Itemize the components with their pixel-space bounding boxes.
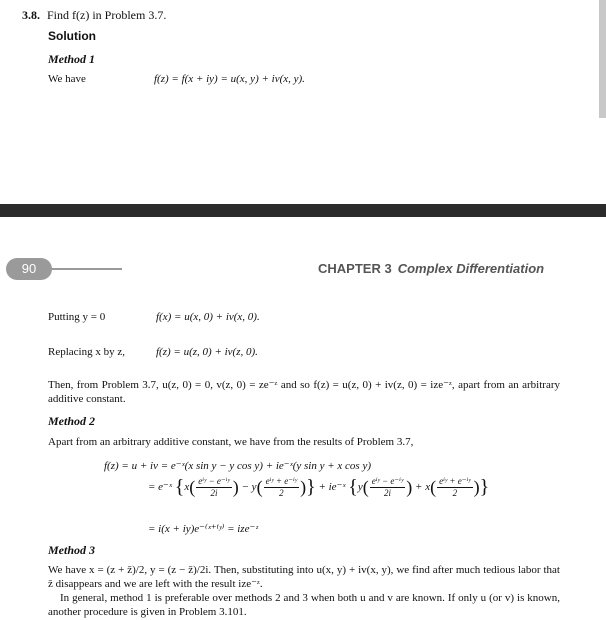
method3-paragraph: We have x = (z + z̄)/2, y = (z − z̄)/2i. Then, substituting into u(x, y) + iv(x, y), we find after much tedious labor that z̄ disappears and we are left with the result ize⁻ᶻ. <box>48 564 560 590</box>
fraction-diff: $\frac{\text{eⁱʸ − e⁻ⁱʸ}}{2i}$ <box>198 476 230 498</box>
paren-open: ( <box>189 477 196 497</box>
m2-ie: + ie⁻ˣ <box>318 481 346 494</box>
fraction-sum-2: $\frac{\text{eⁱʸ + e⁻ⁱʸ}}{2}$ <box>439 476 471 498</box>
problem-heading <box>22 8 166 23</box>
chapter-title: Complex Differentiation <box>397 261 545 276</box>
m2-equation-line3: = i(x + iy)e⁻⁽ˣ⁺ⁱʸ⁾ = ize⁻ᶻ <box>148 523 258 535</box>
page-number-badge: 90 <box>6 258 52 280</box>
we-have-label: We have <box>48 73 86 85</box>
method3-label: Method 3 <box>48 543 96 557</box>
m2-equation-line1: f(z) = u + iv = e⁻ˣ(x sin y − y cos y) + ie⁻ˣ(y sin y + x cos y) <box>104 460 371 472</box>
fraction-diff-2: $\frac{\text{eⁱʸ − e⁻ⁱʸ}}{2i}$ <box>371 476 404 498</box>
problem-number: 3.8. <box>22 8 40 22</box>
header-rule <box>52 268 122 270</box>
putting-equation: f(x) = u(x, 0) + iv(x, 0). <box>156 311 260 323</box>
page-divider <box>0 204 606 217</box>
chapter-heading <box>318 261 544 276</box>
m2-equation-line2: = e⁻ˣ {x( $\frac{\text{eⁱʸ − e⁻ⁱʸ}}{2i}$ ) − y( $\frac{\text{eⁱʸ + e⁻ⁱʸ}}{2}$ )} + ie⁻ˣ {y( $\frac{\text{eⁱʸ − e⁻ⁱʸ}}{2i}$ ) + x( $\frac{\text{eⁱʸ + e⁻ⁱʸ}}{2}$ )} <box>148 476 490 498</box>
scrollbar-thumb[interactable] <box>599 0 606 118</box>
fraction-sum: $\frac{\text{eⁱʸ + e⁻ⁱʸ}}{2}$ <box>265 476 298 498</box>
m2-prefix: = e⁻ˣ <box>148 481 172 494</box>
equation-main: f(z) = f(x + iy) = u(x, y) + iv(x, y). <box>154 73 305 85</box>
then-paragraph: Then, from Problem 3.7, u(z, 0) = 0, v(z, 0) = ze⁻ᶻ and so f(z) = u(z, 0) + iv(z, 0) = ize⁻ᶻ, apart from an arbitrary additive constant. <box>48 379 560 405</box>
brace-open: { <box>174 476 185 498</box>
method2-label: Method 2 <box>48 414 96 428</box>
replacing-label: Replacing x by z, <box>48 346 125 358</box>
general-paragraph: In general, method 1 is preferable over methods 2 and 3 when both u and v are known. If only u (or v) is known, another procedure is given in Problem 3.101. <box>48 592 560 618</box>
problem-text: Find f(z) in Problem 3.7. <box>47 8 167 22</box>
method1-label: Method 1 <box>48 52 96 66</box>
solution-heading: Solution <box>48 29 96 43</box>
method2-intro: Apart from an arbitrary additive constant, we have from the results of Problem 3.7, <box>48 436 414 448</box>
putting-label: Putting y = 0 <box>48 311 106 323</box>
replacing-equation: f(z) = u(z, 0) + iv(z, 0). <box>156 346 258 358</box>
chapter-label: CHAPTER 3 <box>318 261 392 276</box>
brace-close: } <box>306 476 316 498</box>
